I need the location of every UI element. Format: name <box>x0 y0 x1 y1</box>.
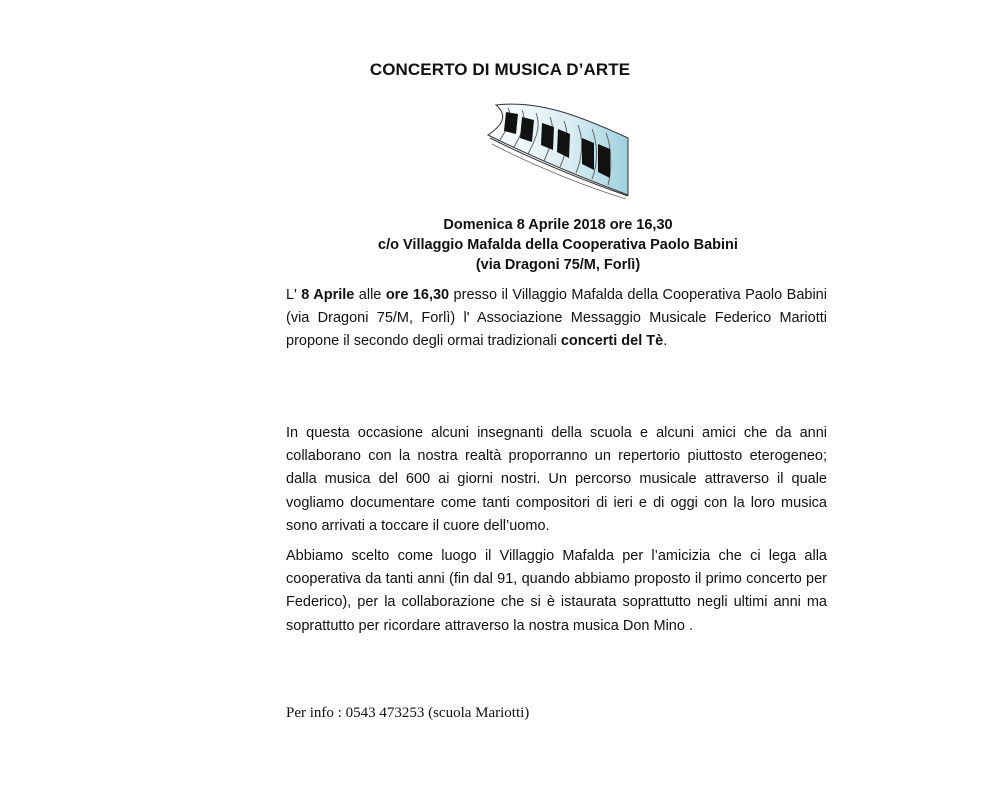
intro-date: 8 Aprile <box>301 287 355 303</box>
event-details <box>286 215 830 275</box>
piano-keyboard-icon <box>478 100 638 200</box>
intro-text-a: L' <box>286 287 302 303</box>
event-date: Domenica 8 Aprile 2018 ore 16,30 <box>443 217 673 233</box>
intro-concert-name: concerti del Tè <box>560 333 664 350</box>
document-title: CONCERTO DI MUSICA D’ARTE <box>369 60 631 79</box>
intro-text-g: . <box>663 333 668 350</box>
paragraph-venue-reason: Abbiamo scelto come luogo il Villaggio Mafalda per l’amicizia che ci lega alla cooperativa da tanti anni (fin dal 91, quando abbiamo proposto il primo concerto per Federico), per la collaborazione che si è istaurata soprattutto negli ultimi anni ma soprattutto per ricordare attraverso la nostra musica Don Mino . <box>286 548 827 634</box>
paragraph-intro <box>286 284 827 354</box>
event-address: (via Dragoni 75/M, Forlì) <box>475 257 641 273</box>
intro-time: ore 16,30 <box>385 287 450 303</box>
intro-text-c: alle <box>354 287 386 303</box>
paragraph-program: In questa occasione alcuni insegnanti della scuola e alcuni amici che da anni collaborano con la nostra realtà proporranno un repertorio piuttosto eterogeneo; dalla musica del 600 ai giorni nostri. Un percorso musicale attraverso il quale vogliamo documentare come tanti compositori di ieri e di oggi con la loro musica sono arrivati a toccare il cuore dell’uomo. <box>286 425 827 534</box>
intro-text-e: presso il Villaggio Mafalda della Cooperativa Paolo Babini (via Dragoni 75/M, Forlì) l' Associazione Messaggio Musicale Federico Mariotti propone il secondo degli ormai tradizionali <box>286 287 827 350</box>
event-venue: c/o Villaggio Mafalda della Cooperativa Paolo Babini <box>378 237 738 253</box>
contact-info: Per info : 0543 473253 (scuola Mariotti) <box>286 705 530 721</box>
